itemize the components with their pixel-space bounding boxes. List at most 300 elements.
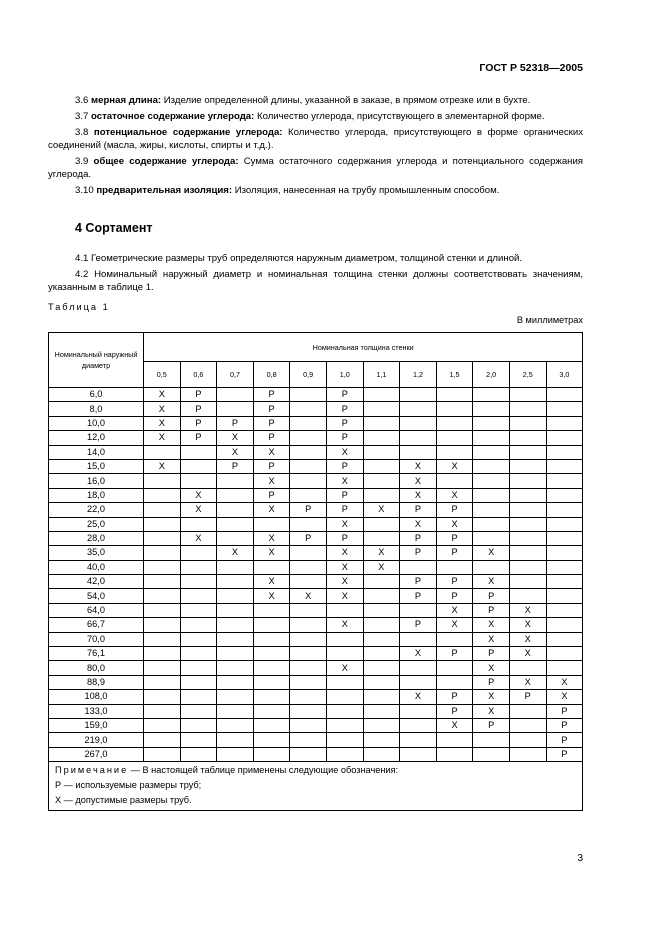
size-cell: X	[144, 388, 181, 402]
diameter-cell: 76,1	[49, 647, 144, 661]
size-cell	[290, 690, 327, 704]
size-cell	[400, 675, 437, 689]
table-row	[49, 546, 583, 560]
paragraph-4-1: 4.1 Геометрические размеры труб определяются наружным диаметром, толщиной стенки и длиной.	[75, 253, 523, 264]
size-cell: X	[473, 704, 510, 718]
diameter-cell: 54,0	[49, 589, 144, 603]
note-line-p: Р — используемые размеры труб;	[55, 780, 202, 791]
table-row	[49, 388, 583, 402]
size-cell	[509, 747, 546, 761]
size-cell	[217, 503, 254, 517]
size-cell	[363, 474, 400, 488]
definition-text: Сумма остаточного содержания углерода и потенциального содержания углерода.	[48, 156, 584, 180]
size-cell	[290, 733, 327, 747]
size-cell	[180, 747, 217, 761]
definition-term: остаточное содержание углерода:	[91, 111, 255, 122]
size-cell: X	[253, 546, 290, 560]
size-cell	[509, 445, 546, 459]
diameter-cell: 66,7	[49, 618, 144, 632]
size-cell	[400, 704, 437, 718]
size-cell: X	[363, 503, 400, 517]
size-cell	[290, 747, 327, 761]
note-text: — В настоящей таблице применены следующие обозначения:	[128, 765, 399, 776]
thickness-cell: 0,5	[144, 362, 181, 388]
size-cell: X	[326, 618, 363, 632]
diameter-cell: 8,0	[49, 402, 144, 416]
size-cell: P	[400, 546, 437, 560]
size-cell	[290, 675, 327, 689]
size-cell	[400, 632, 437, 646]
size-cell	[217, 661, 254, 675]
thickness-cell: 0,9	[290, 362, 327, 388]
size-cell	[473, 503, 510, 517]
definition-text: Изоляция, нанесенная на трубу промышленным способом.	[234, 185, 500, 196]
size-cell: X	[326, 589, 363, 603]
size-cell	[290, 388, 327, 402]
size-cell	[546, 402, 583, 416]
size-cell	[363, 647, 400, 661]
size-cell	[436, 675, 473, 689]
thickness-cell: 0,8	[253, 362, 290, 388]
size-cell	[436, 733, 473, 747]
size-cell: P	[290, 531, 327, 545]
size-cell	[217, 517, 254, 531]
definition-text: Количество углерода, присутствующего в форме органических соединений (масла, жиры, кислоты, спирты и т.д.).	[48, 127, 584, 151]
size-cell: X	[509, 647, 546, 661]
size-cell: P	[253, 431, 290, 445]
size-cell	[180, 560, 217, 574]
size-cell: X	[326, 661, 363, 675]
size-cell: X	[546, 675, 583, 689]
definition-text: Количество углерода, присутствующего в элементарной форме.	[257, 111, 545, 122]
size-cell	[217, 388, 254, 402]
size-cell: X	[253, 531, 290, 545]
size-cell	[473, 388, 510, 402]
size-cell	[326, 603, 363, 617]
size-cell	[473, 488, 510, 502]
size-cell	[473, 402, 510, 416]
diameter-cell: 42,0	[49, 575, 144, 589]
size-cell	[363, 445, 400, 459]
definition-number: 3.10	[75, 185, 94, 196]
size-cell	[400, 431, 437, 445]
definition-term: предварительная изоляция:	[96, 185, 233, 196]
size-cell	[363, 431, 400, 445]
size-cell	[436, 416, 473, 430]
size-cell: X	[253, 445, 290, 459]
size-cell	[144, 445, 181, 459]
size-cell	[509, 733, 546, 747]
diameter-cell: 28,0	[49, 531, 144, 545]
thickness-cell: 1,0	[326, 362, 363, 388]
size-cell	[509, 531, 546, 545]
size-cell: X	[326, 560, 363, 574]
size-cell: X	[363, 546, 400, 560]
size-cell	[144, 747, 181, 761]
size-cell	[290, 546, 327, 560]
size-cell: X	[144, 431, 181, 445]
size-cell: X	[436, 488, 473, 502]
size-cell	[180, 575, 217, 589]
definition-number: 3.9	[75, 156, 89, 167]
table-row	[49, 647, 583, 661]
size-cell	[290, 704, 327, 718]
diameter-cell: 219,0	[49, 733, 144, 747]
size-cell	[326, 690, 363, 704]
size-cell	[217, 589, 254, 603]
size-cell	[509, 431, 546, 445]
size-cell	[217, 747, 254, 761]
size-cell: P	[400, 618, 437, 632]
size-cell	[363, 690, 400, 704]
size-cell: X	[509, 675, 546, 689]
table-row	[49, 488, 583, 502]
size-cell: X	[253, 503, 290, 517]
size-cell	[217, 690, 254, 704]
size-cell	[217, 402, 254, 416]
size-cell	[290, 575, 327, 589]
size-cell: X	[436, 459, 473, 473]
diameter-cell: 6,0	[49, 388, 144, 402]
thickness-cell: 2,0	[473, 362, 510, 388]
size-cell	[217, 474, 254, 488]
definition-number: 3.8	[75, 127, 89, 138]
size-cell: X	[400, 459, 437, 473]
size-cell	[473, 416, 510, 430]
size-cell: X	[473, 618, 510, 632]
diameter-cell: 267,0	[49, 747, 144, 761]
size-cell	[144, 546, 181, 560]
size-cell	[253, 618, 290, 632]
size-cell	[546, 517, 583, 531]
size-cell: X	[326, 546, 363, 560]
size-cell: P	[326, 402, 363, 416]
size-cell	[217, 603, 254, 617]
size-cell	[144, 531, 181, 545]
thickness-cell: 0,6	[180, 362, 217, 388]
table-row	[49, 575, 583, 589]
size-cell	[436, 431, 473, 445]
size-cell	[290, 459, 327, 473]
size-cell	[290, 560, 327, 574]
size-cell	[253, 675, 290, 689]
size-cell: P	[509, 690, 546, 704]
size-cell	[363, 661, 400, 675]
size-cell	[180, 632, 217, 646]
size-cell	[473, 531, 510, 545]
size-cell: X	[509, 618, 546, 632]
size-cell	[290, 661, 327, 675]
size-cell	[144, 488, 181, 502]
table-units: В миллиметрах	[516, 315, 583, 325]
size-cell	[436, 632, 473, 646]
table-row	[49, 618, 583, 632]
definition-term: мерная длина:	[91, 95, 162, 106]
size-cell: X	[400, 690, 437, 704]
size-cell	[180, 718, 217, 732]
size-cell: P	[400, 589, 437, 603]
size-cell	[509, 488, 546, 502]
size-cell	[473, 747, 510, 761]
size-cell: P	[546, 747, 583, 761]
size-cell	[436, 474, 473, 488]
size-cell	[473, 474, 510, 488]
size-cell: X	[144, 416, 181, 430]
size-cell	[253, 517, 290, 531]
size-cell: P	[326, 388, 363, 402]
size-cell	[436, 747, 473, 761]
size-cell: X	[363, 560, 400, 574]
table-row	[49, 589, 583, 603]
size-cell: X	[473, 575, 510, 589]
table-row	[49, 503, 583, 517]
size-cell	[217, 560, 254, 574]
diameter-cell: 15,0	[49, 459, 144, 473]
size-cell	[290, 445, 327, 459]
diameter-cell: 40,0	[49, 560, 144, 574]
size-cell: P	[253, 488, 290, 502]
diameter-cell: 35,0	[49, 546, 144, 560]
size-cell: X	[253, 575, 290, 589]
size-cell	[180, 647, 217, 661]
size-cell: X	[217, 546, 254, 560]
size-cell	[217, 718, 254, 732]
size-cell: X	[326, 474, 363, 488]
size-cell	[217, 531, 254, 545]
size-cell	[363, 747, 400, 761]
size-cell: X	[253, 474, 290, 488]
size-cell	[400, 733, 437, 747]
table-row	[49, 733, 583, 747]
size-cell: P	[436, 589, 473, 603]
size-cell	[546, 546, 583, 560]
size-cell	[363, 718, 400, 732]
table-row	[49, 632, 583, 646]
size-cell	[436, 402, 473, 416]
size-cell	[400, 445, 437, 459]
size-cell	[509, 402, 546, 416]
size-cell: P	[436, 503, 473, 517]
size-cell: P	[473, 589, 510, 603]
diameter-cell: 70,0	[49, 632, 144, 646]
size-cell: P	[436, 647, 473, 661]
definition-item	[48, 184, 583, 197]
size-cell	[546, 560, 583, 574]
diameter-cell: 159,0	[49, 718, 144, 732]
note-intro	[55, 764, 576, 777]
size-cell: P	[326, 503, 363, 517]
definition-item	[48, 94, 583, 107]
size-cell: P	[436, 690, 473, 704]
size-cell	[363, 416, 400, 430]
size-cell: X	[509, 603, 546, 617]
table-row	[49, 661, 583, 675]
table-row	[49, 416, 583, 430]
size-cell	[546, 488, 583, 502]
size-cell: P	[436, 704, 473, 718]
size-cell: P	[473, 647, 510, 661]
size-cell	[363, 675, 400, 689]
definitions-list	[48, 94, 583, 200]
size-cell	[144, 618, 181, 632]
size-cell	[363, 632, 400, 646]
size-cell	[400, 416, 437, 430]
size-cell	[363, 575, 400, 589]
definition-item	[48, 155, 583, 181]
size-cell	[180, 517, 217, 531]
diameter-header: Номинальный наружный диаметр	[49, 333, 144, 388]
size-cell	[253, 690, 290, 704]
page-number: 3	[577, 853, 583, 864]
size-cell	[180, 618, 217, 632]
size-cell: P	[400, 575, 437, 589]
size-cell	[217, 575, 254, 589]
size-cell: P	[546, 704, 583, 718]
size-cell	[546, 647, 583, 661]
size-cell: P	[326, 431, 363, 445]
table-row	[49, 431, 583, 445]
table-row	[49, 718, 583, 732]
size-cell	[509, 589, 546, 603]
size-cell	[144, 704, 181, 718]
paragraph-4-2: 4.2 Номинальный наружный диаметр и номинальная толщина стенки должны соответствовать значениям, указанным в таблице 1.	[48, 269, 583, 293]
size-cell	[144, 503, 181, 517]
size-cell	[473, 560, 510, 574]
size-cell	[217, 675, 254, 689]
size-cell	[290, 632, 327, 646]
size-cell	[326, 632, 363, 646]
size-cell: P	[253, 459, 290, 473]
table-row	[49, 560, 583, 574]
size-cell	[546, 618, 583, 632]
size-cell	[363, 589, 400, 603]
definition-term: потенциальное содержание углерода:	[93, 127, 283, 138]
size-cell	[400, 747, 437, 761]
size-cell	[363, 517, 400, 531]
diameter-cell: 22,0	[49, 503, 144, 517]
size-cell	[509, 718, 546, 732]
definition-item	[48, 110, 583, 123]
definition-text: Изделие определенной длины, указанной в заказе, в прямом отрезке или в бухте.	[163, 95, 531, 106]
size-cell	[253, 718, 290, 732]
size-cell: X	[326, 517, 363, 531]
size-cell: P	[326, 459, 363, 473]
size-cell	[144, 560, 181, 574]
size-cell	[473, 733, 510, 747]
size-cell	[253, 647, 290, 661]
size-cell	[180, 459, 217, 473]
size-cell	[326, 675, 363, 689]
definition-item	[48, 126, 583, 152]
size-cell	[144, 474, 181, 488]
size-cell	[217, 488, 254, 502]
size-cell	[546, 589, 583, 603]
table-row	[49, 675, 583, 689]
standard-code: ГОСТ Р 52318—2005	[479, 62, 583, 74]
size-cell	[180, 661, 217, 675]
size-cell	[253, 632, 290, 646]
diameter-cell: 64,0	[49, 603, 144, 617]
size-cell: X	[400, 517, 437, 531]
size-cell	[436, 388, 473, 402]
diameter-cell: 88,9	[49, 675, 144, 689]
table-row	[49, 517, 583, 531]
size-cell	[217, 632, 254, 646]
size-cell	[509, 575, 546, 589]
size-cell: X	[217, 445, 254, 459]
diameter-cell: 10,0	[49, 416, 144, 430]
size-cell	[144, 632, 181, 646]
section-title: 4 Сортамент	[75, 221, 153, 235]
size-cell: P	[326, 488, 363, 502]
size-cell	[290, 647, 327, 661]
size-cell	[509, 459, 546, 473]
table-row	[49, 445, 583, 459]
size-cell	[363, 618, 400, 632]
size-cell	[509, 546, 546, 560]
size-cell	[546, 459, 583, 473]
size-cell	[290, 618, 327, 632]
size-cell	[180, 690, 217, 704]
size-cell	[217, 647, 254, 661]
size-cell	[253, 560, 290, 574]
size-cell	[290, 402, 327, 416]
size-cell: X	[473, 661, 510, 675]
size-cell	[253, 733, 290, 747]
size-cell: X	[400, 647, 437, 661]
size-cell	[180, 589, 217, 603]
diameter-cell: 18,0	[49, 488, 144, 502]
size-cell: P	[400, 503, 437, 517]
size-cell	[546, 503, 583, 517]
size-cell: P	[473, 603, 510, 617]
size-cell: P	[326, 416, 363, 430]
size-cell	[180, 733, 217, 747]
diameter-cell: 16,0	[49, 474, 144, 488]
section-paragraphs	[48, 252, 583, 297]
size-cell: X	[180, 503, 217, 517]
diameter-cell: 25,0	[49, 517, 144, 531]
size-cell	[546, 632, 583, 646]
table-body	[49, 388, 583, 762]
size-cell: P	[180, 416, 217, 430]
thickness-header: Номинальная толщина стенки	[144, 333, 583, 362]
size-cell	[326, 733, 363, 747]
size-cell	[290, 517, 327, 531]
size-cell	[363, 388, 400, 402]
size-cell	[509, 474, 546, 488]
size-cell	[290, 603, 327, 617]
size-cell	[436, 445, 473, 459]
size-cell	[436, 661, 473, 675]
size-cell	[363, 704, 400, 718]
size-cell: X	[400, 488, 437, 502]
size-cell: X	[290, 589, 327, 603]
table-row	[49, 690, 583, 704]
size-cell: P	[400, 531, 437, 545]
size-cell: P	[253, 416, 290, 430]
thickness-cell: 2,5	[509, 362, 546, 388]
size-cell	[180, 474, 217, 488]
size-cell: P	[253, 402, 290, 416]
table-note	[49, 762, 583, 811]
size-cell	[546, 661, 583, 675]
thickness-cell: 1,1	[363, 362, 400, 388]
size-cell: X	[217, 431, 254, 445]
size-cell	[144, 647, 181, 661]
size-cell	[400, 402, 437, 416]
size-cell	[217, 733, 254, 747]
